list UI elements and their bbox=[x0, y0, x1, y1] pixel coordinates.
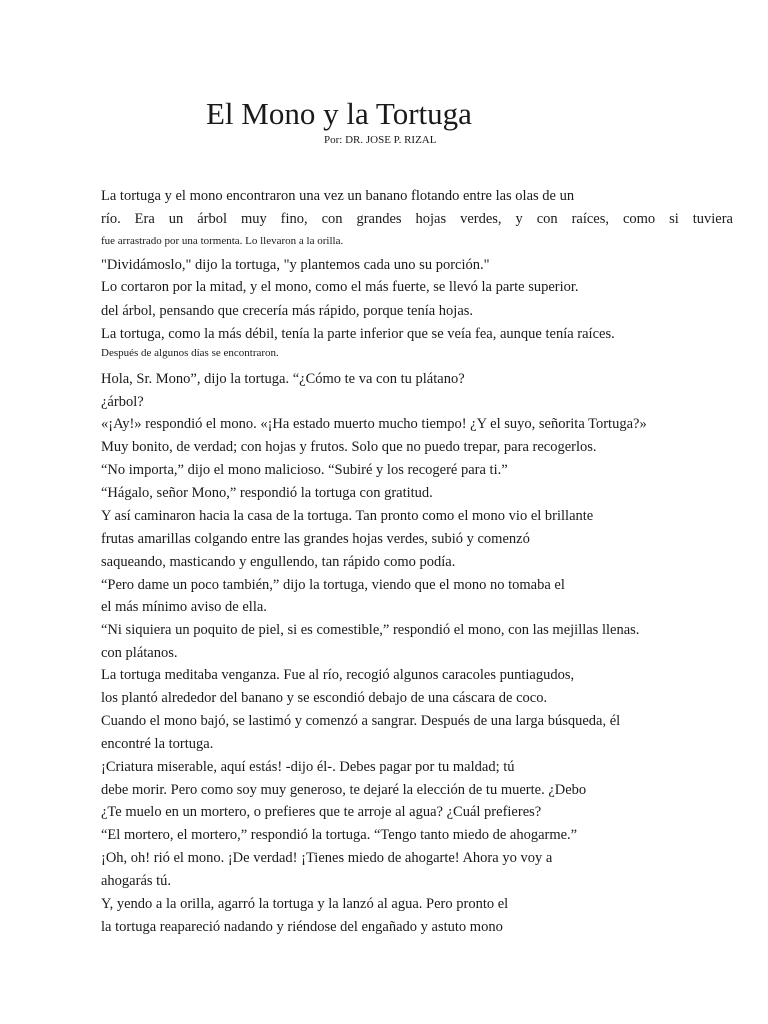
text-line: «¡Ay!» respondió el mono. «¡Ha estado muerto mucho tiempo! ¿Y el suyo, señorita Tortuga?» bbox=[101, 416, 647, 432]
text-line: Después de algunos días se encontraron. bbox=[101, 347, 279, 359]
document-title: El Mono y la Tortuga bbox=[206, 96, 472, 131]
text-line: Y así caminaron hacia la casa de la tortuga. Tan pronto como el mono vio el brillante bbox=[101, 508, 594, 524]
text-line: debe morir. Pero como soy muy generoso, te dejaré la elección de tu muerte. ¿Debo bbox=[101, 782, 587, 798]
text-line: ¡Oh, oh! rió el mono. ¡De verdad! ¡Tienes miedo de ahogarte! Ahora yo voy a bbox=[101, 850, 553, 866]
text-line: Hola, Sr. Mono”, dijo la tortuga. “¿Cómo te va con tu plátano? bbox=[101, 371, 465, 387]
text-line: ¿Te muelo en un mortero, o prefieres que te arroje al agua? ¿Cuál prefieres? bbox=[101, 804, 542, 820]
text-line: con plátanos. bbox=[101, 645, 178, 661]
text-line: “Hágalo, señor Mono,” respondió la tortuga con gratitud. bbox=[101, 485, 433, 501]
text-line: La tortuga, como la más débil, tenía la parte inferior que se veía fea, aunque tenía raíces. bbox=[101, 326, 615, 342]
text-line: el más mínimo aviso de ella. bbox=[101, 599, 267, 615]
text-line: fue arrastrado por una tormenta. Lo llevaron a la orilla. bbox=[101, 235, 344, 247]
text-line: frutas amarillas colgando entre las grandes hojas verdes, subió y comenzó bbox=[101, 531, 530, 547]
text-line: “El mortero, el mortero,” respondió la tortuga. “Tengo tanto miedo de ahogarme.” bbox=[101, 827, 578, 843]
text-line: saqueando, masticando y engullendo, tan rápido como podía. bbox=[101, 554, 456, 570]
text-line: Y, yendo a la orilla, agarró la tortuga y la lanzó al agua. Pero pronto el bbox=[101, 896, 509, 912]
text-line: ahogarás tú. bbox=[101, 873, 172, 889]
text-line: "Dividámoslo," dijo la tortuga, "y plantemos cada uno su porción." bbox=[101, 257, 490, 273]
text-line: La tortuga y el mono encontraron una vez un banano flotando entre las olas de un bbox=[101, 188, 575, 204]
text-line: “Ni siquiera un poquito de piel, si es comestible,” respondió el mono, con las mejillas llenas. bbox=[101, 622, 640, 638]
text-line: Muy bonito, de verdad; con hojas y frutos. Solo que no puedo trepar, para recogerlos. bbox=[101, 439, 597, 455]
text-line: ¿árbol? bbox=[101, 394, 144, 410]
text-line: “Pero dame un poco también,” dijo la tortuga, viendo que el mono no tomaba el bbox=[101, 577, 565, 593]
text-line: la tortuga reapareció nadando y riéndose del engañado y astuto mono bbox=[101, 919, 503, 935]
text-line: ¡Criatura miserable, aquí estás! -dijo él-. Debes pagar por tu maldad; tú bbox=[101, 759, 515, 775]
text-line: los plantó alrededor del banano y se escondió debajo de una cáscara de coco. bbox=[101, 690, 548, 706]
text-line: Cuando el mono bajó, se lastimó y comenzó a sangrar. Después de una larga búsqueda, él bbox=[101, 713, 621, 729]
text-line: del árbol, pensando que crecería más rápido, porque tenía hojas. bbox=[101, 303, 474, 319]
document-byline: Por: DR. JOSE P. RIZAL bbox=[324, 134, 437, 146]
text-line: La tortuga meditaba venganza. Fue al río, recogió algunos caracoles puntiagudos, bbox=[101, 667, 575, 683]
text-line: Lo cortaron por la mitad, y el mono, como el más fuerte, se llevó la parte superior. bbox=[101, 279, 579, 295]
text-line: río. Era un árbol muy fino, con grandes hojas verdes, y con raíces, como si tuviera bbox=[101, 211, 733, 227]
text-line: “No importa,” dijo el mono malicioso. “Subiré y los recogeré para ti.” bbox=[101, 462, 508, 478]
text-line: encontré la tortuga. bbox=[101, 736, 214, 752]
